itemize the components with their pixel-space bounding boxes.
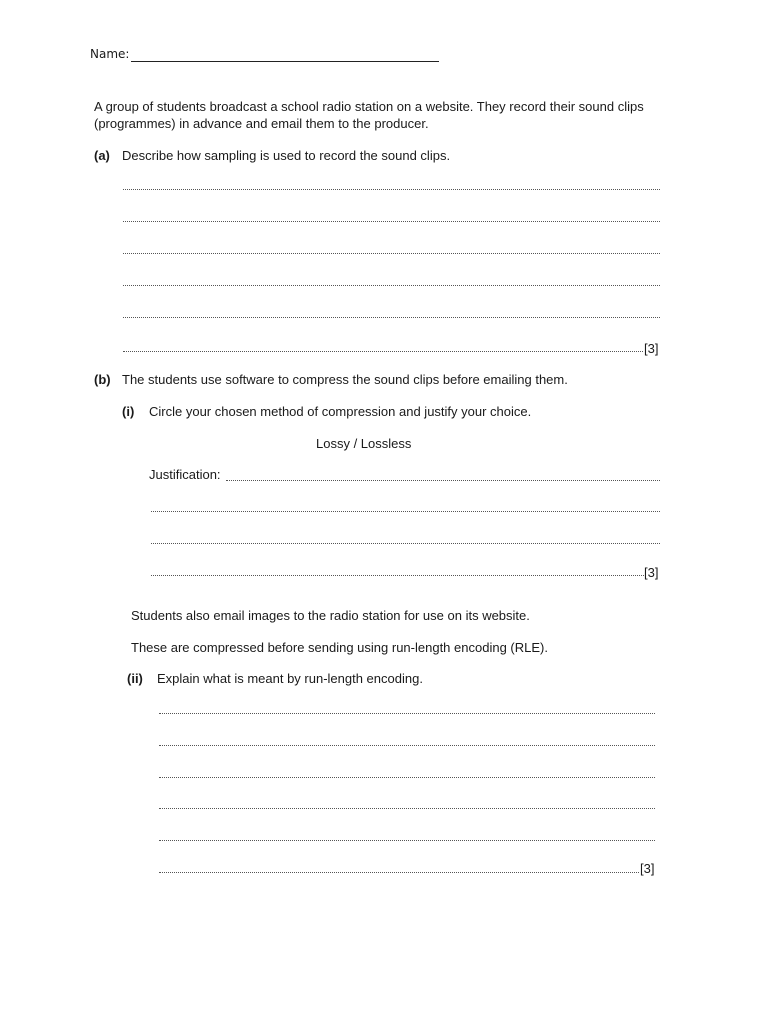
answer-line-a-1[interactable] xyxy=(123,189,660,190)
context-line-1: Students also email images to the radio station for use on its website. xyxy=(131,608,530,623)
answer-line-bi-4[interactable] xyxy=(151,575,644,576)
answer-line-bi-1[interactable] xyxy=(226,480,660,481)
part-b-i-question: Circle your chosen method of compression and justify your choice. xyxy=(149,404,532,419)
part-b-question: The students use software to compress the sound clips before emailing them. xyxy=(122,372,568,387)
part-b-ii-label: (ii) xyxy=(127,671,143,686)
answer-line-a-4[interactable] xyxy=(123,285,660,286)
answer-line-bii-6[interactable] xyxy=(159,872,639,873)
context-line-2: These are compressed before sending using run-length encoding (RLE). xyxy=(131,640,548,655)
answer-line-bii-2[interactable] xyxy=(159,745,655,746)
part-b-i-label: (i) xyxy=(122,404,135,419)
part-a-marks: [3] xyxy=(644,341,659,356)
part-a-question: Describe how sampling is used to record the sound clips. xyxy=(122,148,451,163)
part-b-ii-marks: [3] xyxy=(640,861,655,876)
answer-line-a-2[interactable] xyxy=(123,221,660,222)
name-field[interactable] xyxy=(131,61,439,62)
answer-line-a-6[interactable] xyxy=(123,351,643,352)
part-b-ii-question: Explain what is meant by run-length encoding. xyxy=(157,671,423,686)
answer-line-bii-5[interactable] xyxy=(159,840,655,841)
answer-line-bii-1[interactable] xyxy=(159,713,655,714)
name-label: Name: xyxy=(90,47,130,61)
compression-options[interactable]: Lossy / Lossless xyxy=(316,436,412,451)
part-b-label: (b) xyxy=(94,372,111,387)
answer-line-bii-4[interactable] xyxy=(159,808,655,809)
answer-line-bi-3[interactable] xyxy=(151,543,660,544)
answer-line-bi-2[interactable] xyxy=(151,511,660,512)
intro-line-1: A group of students broadcast a school radio station on a website. They record their sound clips xyxy=(94,99,644,114)
intro-line-2: (programmes) in advance and email them to the producer. xyxy=(94,116,429,131)
answer-line-a-5[interactable] xyxy=(123,317,660,318)
part-a-label: (a) xyxy=(94,148,110,163)
part-b-i-marks: [3] xyxy=(644,565,659,580)
answer-line-bii-3[interactable] xyxy=(159,777,655,778)
answer-line-a-3[interactable] xyxy=(123,253,660,254)
justification-label: Justification: xyxy=(149,467,221,482)
